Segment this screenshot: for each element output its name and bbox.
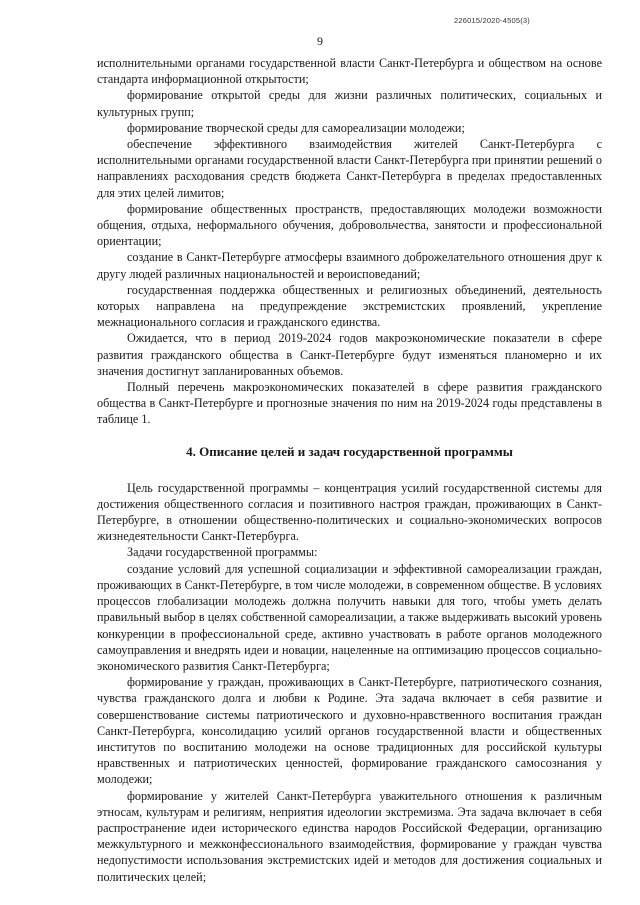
paragraph: Задачи государственной программы:	[127, 545, 318, 560]
paragraph: формирование открытой среды для жизни различных политических, социальных и культурных групп;	[97, 88, 602, 119]
paragraph: обеспечение эффективного взаимодействия жителей Санкт-Петербурга с исполнительными органами государственной власти Санкт-Петербурга при принятии решений о направлениях расходования средств бюджета Санкт-Петербурга в пределах предоставленных для этих целей лимитов;	[97, 137, 602, 200]
page-number: 9	[317, 34, 323, 48]
paragraph: создание условий для успешной социализации и эффективной самореализации граждан, проживающих в Санкт-Петербурге, в том числе молодежи, в современном обществе. В условиях процессов глобализации молодежь должна получить навыки для того, чтобы уметь делать правильный выбор в целях собственной самореализации, а также выдерживать высокий уровень конкуренции в профессиональной среде, активно участвовать в работе органов молодежного самоуправления и внедрять идеи и новации, нацеленные на оптимизацию процессов социально-экономического развития Санкт-Петербурга;	[97, 561, 602, 673]
paragraph: формирование общественных пространств, предоставляющих молодежи возможности общения, отдыха, неформального обучения, добровольчества, занятости и профессиональной ориентации;	[97, 201, 602, 249]
paragraph: Ожидается, что в период 2019-2024 годов макроэкономические показатели в сфере развития гражданского общества в Санкт-Петербурге будут изменяться планомерно и их значения достигнут запланированных объемов.	[97, 331, 602, 378]
document-body	[97, 55, 602, 885]
section-heading: 4. Описание целей и задач государственной программы	[186, 443, 513, 459]
paragraph: государственная поддержка общественных и религиозных объединений, деятельность которых направлена на предупреждение экстремистских проявлений, укрепление межнационального согласия и гражданского единства.	[97, 282, 602, 330]
paragraph: формирование творческой среды для самореализации молодежи;	[127, 120, 465, 135]
paragraph: Полный перечень макроэкономических показателей в сфере развития гражданского общества в Санкт-Петербурге и прогнозные значения по ним на 2019-2024 годы представлены в таблице 1.	[97, 380, 602, 427]
paragraph: создание в Санкт-Петербурге атмосферы взаимного доброжелательного отношения друг к другу людей различных национальностей и вероисповеданий;	[97, 250, 602, 281]
paragraph: формирование у жителей Санкт-Петербурга уважительного отношения к различным этносам, культурам и религиям, неприятия идеологии экстремизма. Эта задача включает в себя распространение идеи исторического единства народов Российской Федерации, организацию межкультурного и межконфессионального взаимодействия, формирование у граждан чувства недопустимости использования экстремистских идей и методов для достижения социальных и политических целей;	[97, 788, 602, 884]
document-id: 226015/2020-4505(3)	[454, 16, 530, 25]
paragraph: исполнительными органами государственной власти Санкт-Петербурга и обществом на основе стандарта информационной открытости;	[97, 56, 602, 87]
paragraph: формирование у граждан, проживающих в Санкт-Петербурге, патриотического сознания, чувства гражданского долга и любви к Родине. Эта задача включает в себя развитие и совершенствование системы патриотического и духовно-нравственного воспитания граждан Санкт-Петербурга, консолидацию усилий органов государственной власти и общественных институтов по воспитанию молодежи на основе традиционных для российской культуры нравственных и патриотических ценностей, формирование гражданского самосознания у молодежи;	[97, 675, 602, 787]
paragraph: Цель государственной программы – концентрация усилий государственной системы для достижения общественного согласия и позитивного настроя граждан, проживающих в Санкт-Петербурге, в отношении общественно-политических и социально-экономических вопросов жизнедеятельности Санкт-Петербурга.	[97, 480, 602, 544]
